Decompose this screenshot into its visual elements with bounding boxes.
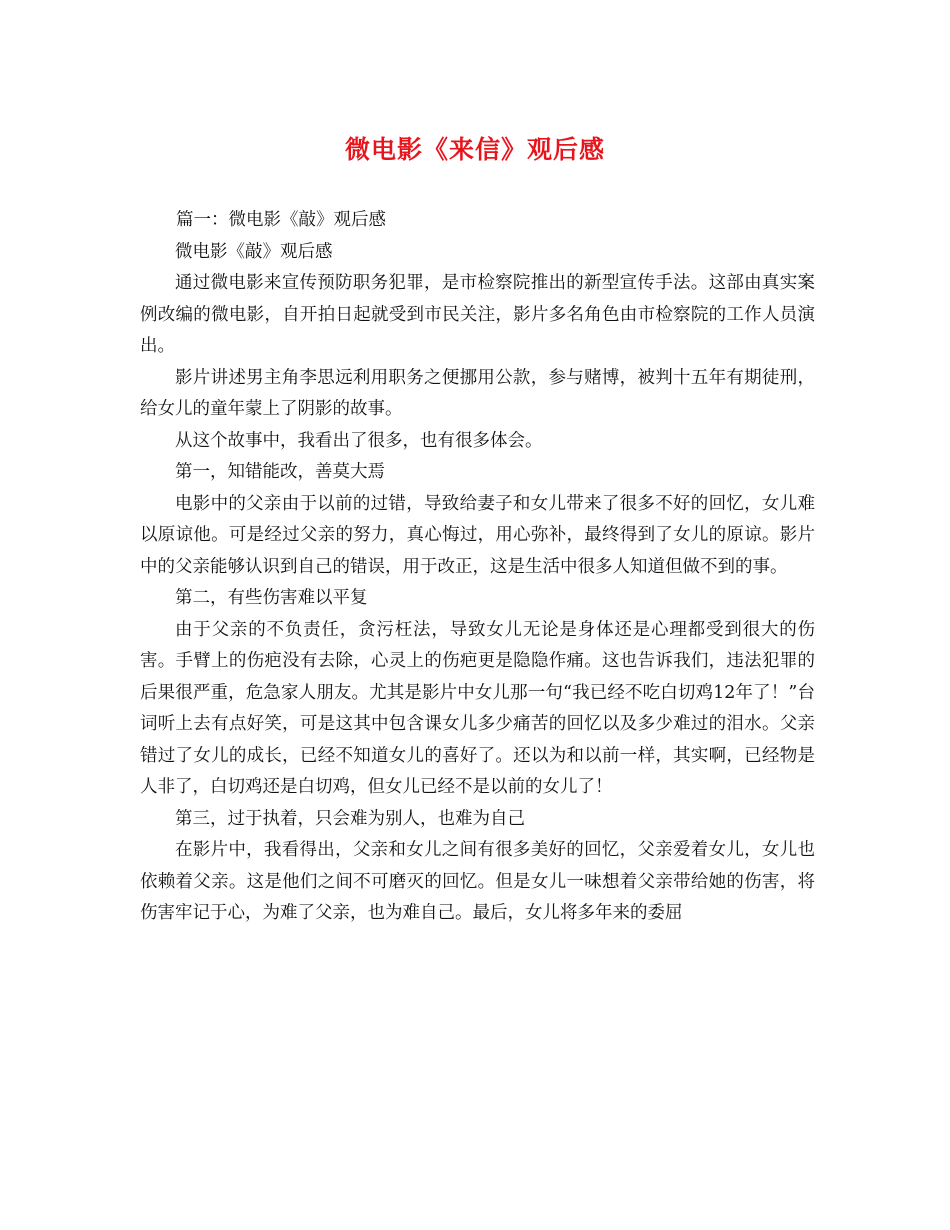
paragraph-heading: 第二，有些伤害难以平复 bbox=[175, 588, 368, 608]
section-label: 篇一：微电影《敲》观后感 bbox=[176, 210, 386, 230]
paragraph-heading: 第一，知错能改，善莫大焉 bbox=[175, 462, 385, 482]
paragraph: 在影片中，我看得出，父亲和女儿之间有很多美好的回忆，父亲爱着女儿，女儿也依赖着父亲。这是他们之间不可磨灭的回忆。但是女儿一味想着父亲带给她的伤害，将伤害牢记于心，为难了父亲，也为难自己。最后，女儿将多年来的委屈 bbox=[140, 840, 815, 923]
paragraph: 电影中的父亲由于以前的过错，导致给妻子和女儿带来了很多不好的回忆，女儿难以原谅他。可是经过父亲的努力，真心悔过，用心弥补，最终得到了女儿的原谅。影片中的父亲能够认识到自己的错误，用于改正，这是生活中很多人知道但做不到的事。 bbox=[140, 493, 815, 577]
paragraph: 影片讲述男主角李思远利用职务之便挪用公款，参与赌博，被判十五年有期徒刑，给女儿的童年蒙上了阴影的故事。 bbox=[140, 367, 815, 419]
paragraph: 微电影《敲》观后感 bbox=[175, 241, 333, 262]
paragraph-heading: 第三，过于执着，只会难为别人，也难为自己 bbox=[175, 808, 525, 829]
document-title: 微电影《来信》观后感 bbox=[344, 135, 605, 164]
document-body bbox=[140, 205, 815, 930]
paragraph: 通过微电影来宣传预防职务犯罪，是市检察院推出的新型宣传手法。这部由真实案例改编的微电影，自开拍日起就受到市民关注，影片多名角色由市检察院的工作人员演出。 bbox=[140, 273, 815, 356]
paragraph: 由于父亲的不负责任，贪污枉法，导致女儿无论是身体还是心理都受到很大的伤害。手臂上的伤疤没有去除，心灵上的伤疤更是隐隐作痛。这也告诉我们，违法犯罪的后果很严重，危急家人朋友。尤其是影片中女儿那一句“我已经不吃白切鸡12年了！”台词听上去有点好笑，可是这其中包含课女儿多少痛苦的回忆以及多少难过的泪水。父亲错过了女儿的成长，已经不知道女儿的喜好了。还以为和以前一样，其实啊，已经物是人非了，白切鸡还是白切鸡，但女儿已经不是以前的女儿了！ bbox=[140, 619, 815, 797]
paragraph: 从这个故事中，我看出了很多，也有很多体会。 bbox=[175, 430, 543, 451]
